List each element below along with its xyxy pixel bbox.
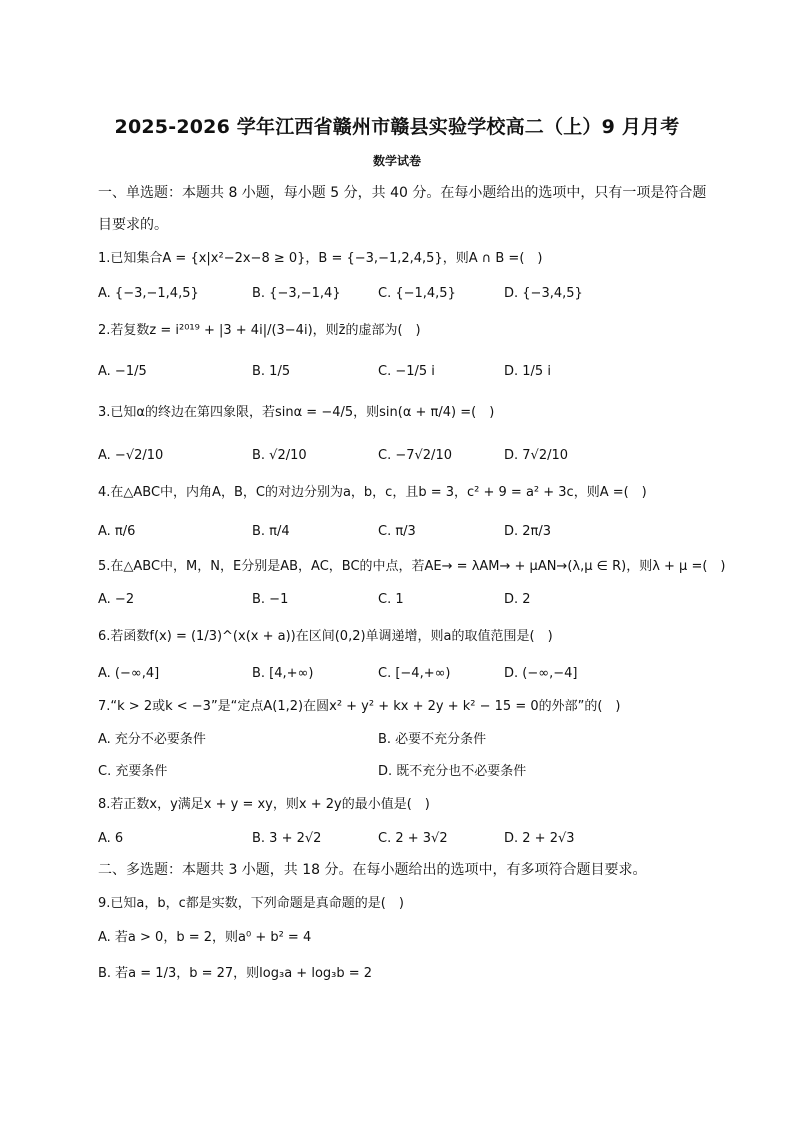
question-7-option-b: B. 必要不充分条件 <box>378 732 487 747</box>
question-5-option-b: B. −1 <box>252 592 289 607</box>
question-3-option-c: C. −7√2/10 <box>378 448 452 463</box>
question-6-option-a: A. (−∞,4] <box>98 666 160 681</box>
question-1-option-d: D. {−3,4,5} <box>504 286 583 301</box>
question-3-option-a: A. −√2/10 <box>98 448 164 463</box>
question-2-option-c: C. −1/5 i <box>378 364 435 379</box>
question-2-option-d: D. 1/5 i <box>504 364 551 379</box>
question-9-option-a: A. 若a > 0，b = 2，则a⁰ + b² = 4 <box>98 930 312 945</box>
question-1-option-b: B. {−3,−1,4} <box>252 286 341 301</box>
question-8-option-a: A. 6 <box>98 831 124 846</box>
question-8-stem: 8.若正数x，y满足x + y = xy，则x + 2y的最小值是( ) <box>98 797 430 812</box>
question-4-stem: 4.在△ABC中，内角A，B，C的对边分别为a，b，c，且b = 3，c² + 9 = a² + 3c，则A =( ) <box>98 485 647 500</box>
question-4-option-c: C. π/3 <box>378 524 416 539</box>
question-9-option-b: B. 若a = 1/3，b = 27，则log₃a + log₃b = 2 <box>98 966 373 981</box>
question-6-option-b: B. [4,+∞) <box>252 666 314 681</box>
page-title: 2025-2026 学年江西省赣州市赣县实验学校高二（上）9 月月考 <box>114 116 680 138</box>
question-7-option-a: A. 充分不必要条件 <box>98 732 206 747</box>
question-5-stem: 5.在△ABC中，M，N，E分别是AB，AC，BC的中点，若AE→ = λAM→ + μAN→(λ,μ ∈ R)，则λ + μ =( ) <box>98 559 726 574</box>
question-3-option-d: D. 7√2/10 <box>504 448 569 463</box>
question-1-option-a: A. {−3,−1,4,5} <box>98 286 199 301</box>
question-7-option-d: D. 既不充分也不必要条件 <box>378 764 527 779</box>
question-4-option-d: D. 2π/3 <box>504 524 552 539</box>
question-4-option-b: B. π/4 <box>252 524 290 539</box>
question-2-stem: 2.若复数z = i²⁰¹⁹ + |3 + 4i|/(3−4i)，则z̄的虚部为( ) <box>98 323 421 338</box>
question-6-stem: 6.若函数f(x) = (1/3)^(x(x + a))在区间(0,2)单调递增，则a的取值范围是( ) <box>98 629 553 644</box>
question-3-option-b: B. √2/10 <box>252 448 307 463</box>
question-5-option-d: D. 2 <box>504 592 531 607</box>
question-7-stem: 7.“k > 2或k < −3”是“定点A(1,2)在圆x² + y² + kx + 2y + k² − 15 = 0的外部”的( ) <box>98 699 621 714</box>
question-1-option-c: C. {−1,4,5} <box>378 286 456 301</box>
question-7-option-c: C. 充要条件 <box>98 764 168 779</box>
question-5-option-a: A. −2 <box>98 592 135 607</box>
question-8-option-d: D. 2 + 2√3 <box>504 831 575 846</box>
question-2-option-b: B. 1/5 <box>252 364 291 379</box>
question-8-option-b: B. 3 + 2√2 <box>252 831 322 846</box>
question-3-stem: 3.已知α的终边在第四象限，若sinα = −4/5，则sin(α + π/4) =( ) <box>98 405 495 420</box>
section1-heading-line1: 一、单选题：本题共 8 小题，每小题 5 分，共 40 分。在每小题给出的选项中，只有一项是符合题 <box>98 185 707 201</box>
question-1-stem: 1.已知集合A = {x|x²−2x−8 ≥ 0}，B = {−3,−1,2,4,5}，则A ∩ B =( ) <box>98 251 543 266</box>
question-8-option-c: C. 2 + 3√2 <box>378 831 448 846</box>
page-subtitle: 数学试卷 <box>372 154 421 168</box>
question-2-option-a: A. −1/5 <box>98 364 147 379</box>
question-9-stem: 9.已知a，b，c都是实数，下列命题是真命题的是( ) <box>98 896 404 911</box>
question-6-option-c: C. [−4,+∞) <box>378 666 451 681</box>
question-5-option-c: C. 1 <box>378 592 404 607</box>
section2-heading: 二、多选题：本题共 3 小题，共 18 分。在每小题给出的选项中，有多项符合题目要求。 <box>98 862 647 878</box>
section1-heading-line2: 目要求的。 <box>98 217 168 233</box>
question-6-option-d: D. (−∞,−4] <box>504 666 578 681</box>
question-4-option-a: A. π/6 <box>98 524 136 539</box>
